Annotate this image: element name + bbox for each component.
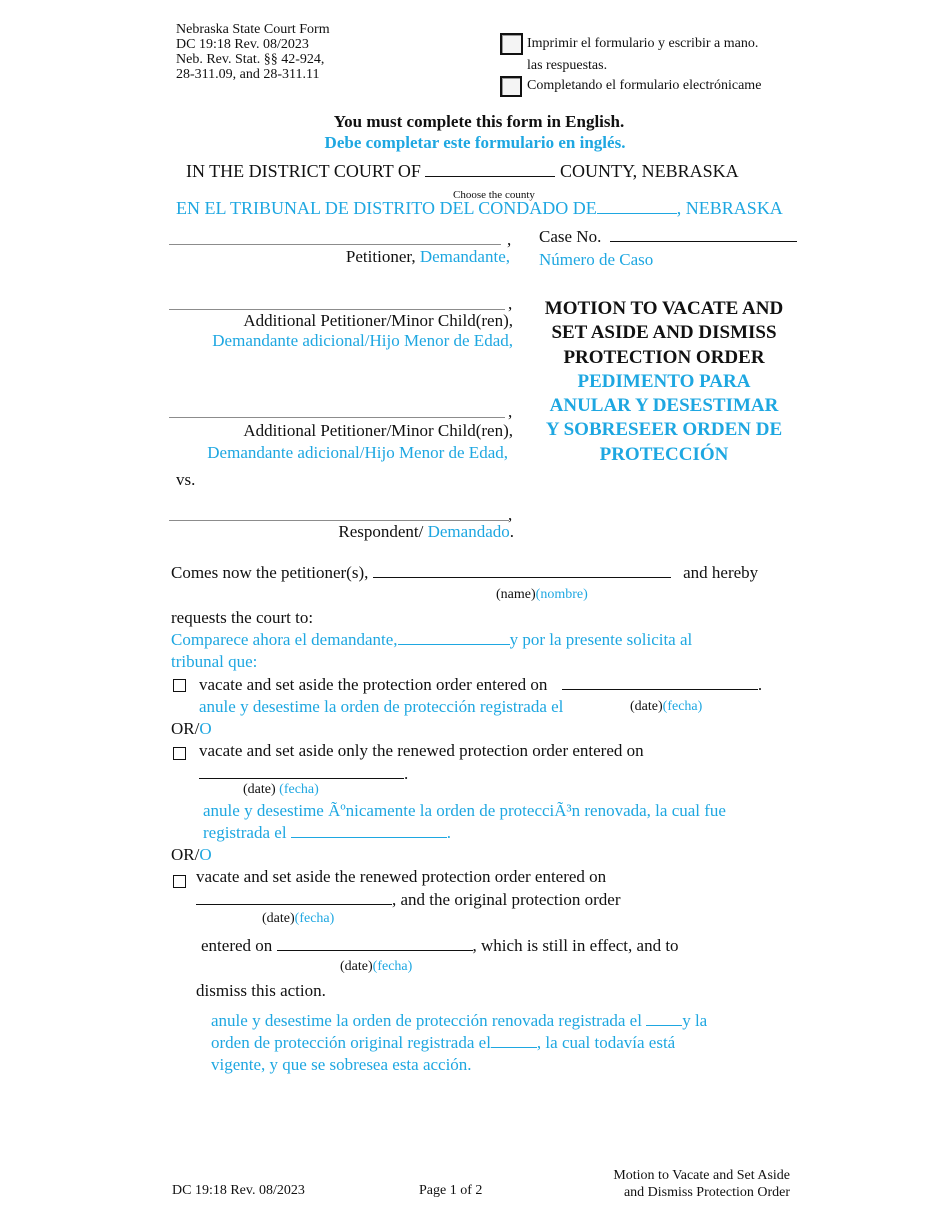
option2-text-es-line2: registrada el . xyxy=(203,823,452,842)
date-hint-es: (fecha) xyxy=(662,699,703,714)
spanish-notice: Debe completar este formulario en inglés. xyxy=(324,133,626,152)
option3-es2-suffix: , la cual todavía está xyxy=(536,1033,676,1052)
option2-date-field[interactable] xyxy=(199,777,404,779)
option2-date-field-es[interactable] xyxy=(291,836,447,838)
petitioner-name-field[interactable] xyxy=(169,244,501,245)
option3-original-date-field[interactable] xyxy=(277,949,473,951)
option3-checkbox[interactable] xyxy=(173,875,186,888)
form-info xyxy=(176,22,330,82)
option3-text-line2 xyxy=(196,890,620,910)
petitioner-label xyxy=(346,247,510,267)
additional-petitioner-2-field[interactable] xyxy=(169,417,505,418)
option3-line3-suffix: , which is still in effect, and to xyxy=(472,936,679,955)
title-es-line: PEDIMENTO PARA xyxy=(577,370,751,392)
form-info-line: 28-311.09, and 28-311.11 xyxy=(176,67,320,82)
document-title xyxy=(525,297,803,467)
county-field[interactable] xyxy=(425,175,555,177)
english-notice: You must complete this form in English. xyxy=(333,112,625,131)
complete-electronically-checkbox[interactable] xyxy=(500,76,522,97)
form-info-line: Neb. Rev. Stat. §§ 42-924, xyxy=(176,52,325,67)
option2-text-en: vacate and set aside only the renewed protection order entered on xyxy=(199,741,644,760)
petitioner-comma: , xyxy=(507,230,512,249)
print-handwrite-label: Imprimir el formulario y escribir a mano. xyxy=(527,36,759,51)
intro-es-suffix: y por la presente solicita al xyxy=(509,630,693,649)
option3-text-es-line2 xyxy=(211,1033,675,1053)
title-es-line: ANULAR Y DESESTIMAR xyxy=(549,395,779,417)
additional-1-comma: , xyxy=(508,294,513,313)
option3-text-line3 xyxy=(201,936,679,956)
respondent-comma: , xyxy=(508,505,513,524)
footer-form-id: DC 19:18 Rev. 08/2023 xyxy=(172,1183,305,1198)
footer-title xyxy=(613,1167,790,1201)
case-number-label: Case No. xyxy=(539,227,602,246)
print-handwrite-checkbox[interactable] xyxy=(500,33,523,55)
intro-es-line2: tribunal que: xyxy=(171,652,258,671)
county-field-es[interactable] xyxy=(597,212,677,214)
respondent-label xyxy=(338,522,514,542)
option3-line3-prefix: entered on xyxy=(201,936,273,955)
date-hint-es: (fecha) xyxy=(279,782,319,797)
additional-petitioner-1-field[interactable] xyxy=(169,309,505,310)
option3-es1-prefix: anule y desestime la orden de protección renovada registrada el xyxy=(211,1011,642,1030)
respondent-label-es: Demandado xyxy=(427,522,510,541)
court-prefix-es: EN EL TRIBUNAL DE DISTRITO DEL CONDADO DE xyxy=(176,198,597,218)
case-number-field[interactable] xyxy=(610,241,797,242)
intro-es-line xyxy=(171,630,692,650)
option3-renewed-date-field[interactable] xyxy=(196,903,392,905)
versus-label: vs. xyxy=(176,470,196,489)
option1-text: vacate and set aside the protection order entered on . xyxy=(199,675,763,694)
respondent-period: . xyxy=(509,522,514,541)
county-hint: Choose the county xyxy=(453,189,535,201)
or-es: O xyxy=(199,719,212,738)
option3-date-hint-1 xyxy=(262,911,334,927)
option1-checkbox[interactable] xyxy=(173,679,186,692)
form-info-line: Nebraska State Court Form xyxy=(176,22,330,37)
name-hint-es: (nombre) xyxy=(535,587,588,602)
option3-es2-prefix: orden de protección original registrada el xyxy=(211,1033,491,1052)
intro-prefix: Comes now the petitioner(s), xyxy=(171,563,369,582)
name-hint-en: (name) xyxy=(496,587,536,602)
petitioner-label-es: Demandante, xyxy=(419,247,510,266)
option1-text-en: vacate and set aside the protection order entered on xyxy=(199,675,548,694)
petitioner-label-en: Petitioner, xyxy=(345,247,416,266)
court-prefix: IN THE DISTRICT COURT OF xyxy=(186,161,421,181)
option2-date-line: . xyxy=(199,764,408,784)
option3-renewed-date-field-es[interactable] xyxy=(646,1024,682,1026)
or-separator xyxy=(171,845,212,865)
intro-suffix: and hereby xyxy=(683,563,759,582)
title-en-line: MOTION TO VACATE AND xyxy=(544,298,784,319)
option3-date-hint-2 xyxy=(340,959,412,975)
option3-text-line4: dismiss this action. xyxy=(196,981,326,1000)
respondent-label-en: Respondent/ xyxy=(338,522,424,541)
court-line-english xyxy=(186,161,739,182)
additional-2-comma: , xyxy=(508,402,513,421)
option1-date-hint xyxy=(630,699,702,715)
option3-es1-suffix: y la xyxy=(682,1011,708,1030)
court-suffix: COUNTY, NEBRASKA xyxy=(559,161,739,181)
additional-1-label-en: Additional Petitioner/Minor Child(ren), xyxy=(243,311,513,330)
or-en: OR/ xyxy=(171,845,200,864)
date-hint-en: (date) xyxy=(340,959,373,974)
option3-line2-text: , and the original protection order xyxy=(392,890,621,909)
date-hint-es: (fecha) xyxy=(294,911,335,926)
option2-date-hint xyxy=(243,782,319,798)
respondent-name-field[interactable] xyxy=(169,520,509,521)
requests-text: requests the court to: xyxy=(171,608,314,627)
footer-title-line2: and Dismiss Protection Order xyxy=(623,1185,790,1200)
date-hint-en: (date) xyxy=(243,782,276,797)
option2-es-prefix: registrada el xyxy=(203,823,287,842)
petitioner-names-field-es[interactable] xyxy=(398,643,510,645)
additional-2-label-en: Additional Petitioner/Minor Child(ren), xyxy=(243,421,513,440)
intro-es-prefix: Comparece ahora el demandante, xyxy=(171,630,398,649)
intro-line xyxy=(171,563,758,583)
footer-page-number: Page 1 of 2 xyxy=(419,1183,483,1198)
complete-electronically-label: Completando el formulario electrónicame xyxy=(527,78,762,93)
or-separator xyxy=(171,719,212,739)
form-info-line: DC 19:18 Rev. 08/2023 xyxy=(176,37,309,52)
print-handwrite-label-cont: las respuestas. xyxy=(527,58,608,73)
footer-title-line1: Motion to Vacate and Set Aside xyxy=(613,1168,790,1183)
case-number-label-es: Número de Caso xyxy=(539,250,654,269)
title-es-line: Y SOBRESEER ORDEN DE xyxy=(545,419,783,441)
title-en-line: SET ASIDE AND DISMISS xyxy=(551,322,777,344)
option3-original-date-field-es[interactable] xyxy=(491,1046,537,1048)
name-hint xyxy=(496,587,588,603)
date-hint-es: (fecha) xyxy=(372,959,413,974)
date-hint-en: (date) xyxy=(262,911,295,926)
additional-2-label-es: Demandante adicional/Hijo Menor de Edad, xyxy=(207,443,508,462)
petitioner-names-field[interactable] xyxy=(373,576,671,578)
additional-1-label-es: Demandante adicional/Hijo Menor de Edad, xyxy=(212,331,513,350)
title-en-line: PROTECTION ORDER xyxy=(563,346,765,368)
title-es-line: PROTECCIÓN xyxy=(599,443,729,465)
option3-text-es-line1 xyxy=(211,1011,707,1031)
option2-text-es-line1: anule y desestime Ãºnicamente la orden de protecciÃ³n renovada, la cual fue xyxy=(203,801,726,820)
or-en: OR/ xyxy=(171,719,200,738)
option1-date-field[interactable] xyxy=(562,688,758,690)
court-suffix-es: , NEBRASKA xyxy=(676,198,783,218)
option2-checkbox[interactable] xyxy=(173,747,186,760)
option3-text-es-line3: vigente, y que se sobresea esta acción. xyxy=(211,1055,472,1074)
option3-text-line1: vacate and set aside the renewed protection order entered on xyxy=(196,867,607,886)
court-line-spanish xyxy=(176,198,783,219)
or-es: O xyxy=(199,845,212,864)
option1-text-es: anule y desestime la orden de protección registrada el xyxy=(199,697,564,716)
date-hint-en: (date) xyxy=(630,699,663,714)
